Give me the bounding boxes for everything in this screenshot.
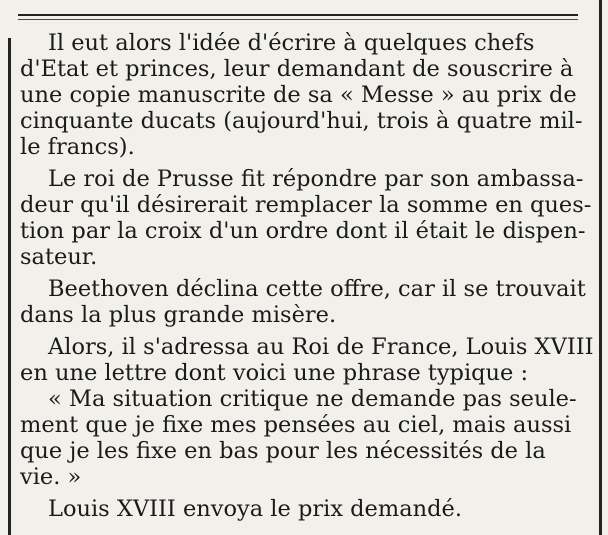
text-line: d'Etat et princes, leur demandant de souscrire à [20,56,574,82]
text-line: « Ma situation critique ne demande pas seule- [48,386,577,412]
article-body [20,30,594,522]
text-line: sateur. [20,244,98,270]
text-line: Le roi de Prusse fit répondre par son ambassa- [48,166,584,192]
text-line: ment que je fixe mes pensées au ciel, mais aussi [20,412,572,438]
paragraph-5-quote [20,386,585,490]
paragraph-4 [20,334,594,386]
text-line: cinquante ducats (aujourd'hui, trois à quatre mil- [20,108,583,134]
text-line: tion par la croix d'un ordre dont il était le dispen- [20,218,586,244]
paragraph-3 [20,276,585,328]
text-line: Il eut alors l'idée d'écrire à quelques chefs [48,30,535,56]
top-rule [18,14,578,16]
column-divider-right [599,0,602,535]
text-line: en une lettre dont voici une phrase typique : [20,360,529,386]
paragraph-2 [20,166,592,270]
top-rule-thin [18,19,578,20]
text-line: Beethoven déclina cette offre, car il se trouvait [48,276,586,302]
column-divider-left [8,38,11,535]
text-line: Louis XVIII envoya le prix demandé. [48,496,462,522]
text-line: une copie manuscrite de sa « Messe » au prix de [20,82,577,108]
text-line: deur qu'il désirerait remplacer la somme en ques- [20,192,592,218]
text-line: Alors, il s'adressa au Roi de France, Louis XVIII [48,334,594,360]
paragraph-1 [20,30,585,160]
paragraph-6 [20,496,585,522]
text-line: dans la plus grande misère. [20,302,337,328]
text-line: que je les fixe en bas pour les nécessités de la [20,438,546,464]
text-line: le francs). [20,134,135,160]
text-line: vie. » [20,464,82,490]
